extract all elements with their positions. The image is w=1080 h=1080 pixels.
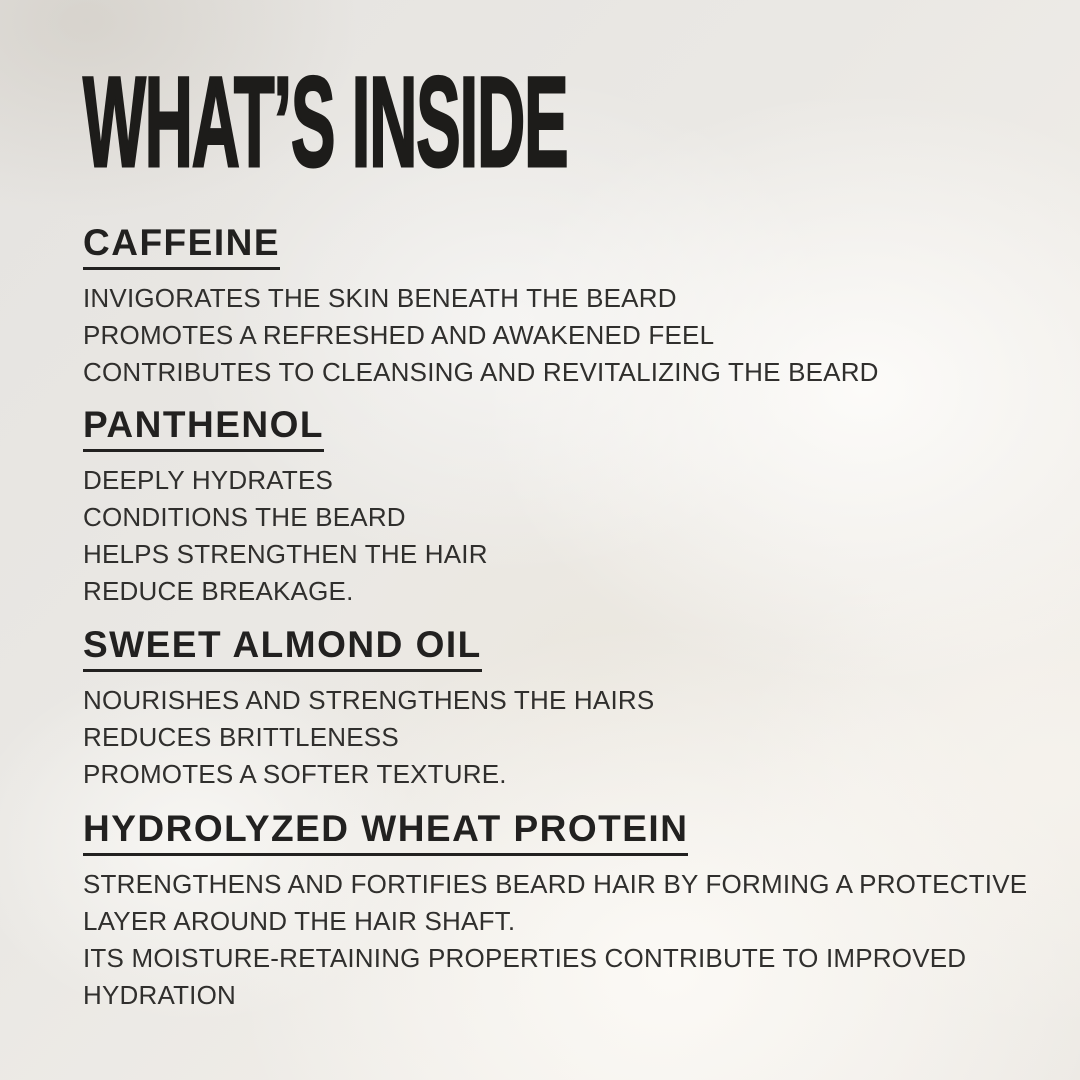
ingredient-heading	[83, 224, 1040, 270]
ingredient-benefit-line: NOURISHES AND STRENGTHENS THE HAIRS	[83, 685, 655, 715]
page-title	[83, 51, 1015, 194]
page-title-text: WHAT’S INSIDE	[83, 51, 568, 194]
ingredient-benefit-line: DEEPLY HYDRATES	[83, 465, 334, 495]
ingredient-heading-text: CAFFEINE	[83, 224, 280, 270]
ingredient-heading	[83, 810, 1040, 856]
ingredient-section-hydrolyzed-wheat-protein	[83, 810, 1040, 1014]
ingredient-benefit-line: PROMOTES A SOFTER TEXTURE.	[83, 759, 507, 789]
ingredient-benefit-line: CONDITIONS THE BEARD	[83, 502, 406, 532]
ingredient-heading-text: SWEET ALMOND OIL	[83, 626, 482, 672]
ingredient-benefit-line: INVIGORATES THE SKIN BENEATH THE BEARD	[83, 283, 677, 313]
ingredient-benefit-line: ITS MOISTURE-RETAINING PROPERTIES CONTRIBUTE TO IMPROVED	[83, 943, 967, 973]
ingredient-heading-text: PANTHENOL	[83, 406, 324, 452]
ingredient-benefit-line: STRENGTHENS AND FORTIFIES BEARD HAIR BY FORMING A PROTECTIVE	[83, 869, 1028, 899]
ingredient-heading	[83, 626, 1040, 672]
ingredient-benefit-line: REDUCES BRITTLENESS	[83, 722, 399, 752]
ingredient-benefit-line: LAYER AROUND THE HAIR SHAFT.	[83, 906, 516, 936]
ingredient-benefit-line: PROMOTES A REFRESHED AND AWAKENED FEEL	[83, 320, 715, 350]
ingredient-heading-text: HYDROLYZED WHEAT PROTEIN	[83, 810, 688, 856]
ingredient-benefit-line: HELPS STRENGTHEN THE HAIR	[83, 539, 488, 569]
ingredient-benefit-line: REDUCE BREAKAGE.	[83, 576, 354, 606]
ingredient-benefit-line: CONTRIBUTES TO CLEANSING AND REVITALIZING THE BEARD	[83, 357, 879, 387]
ingredient-section-caffeine	[83, 224, 1040, 391]
ingredient-section-sweet-almond-oil	[83, 626, 1040, 793]
ingredient-benefit-line: HYDRATION	[83, 980, 236, 1010]
ingredient-section-panthenol	[83, 406, 1040, 610]
ingredient-heading	[83, 406, 1040, 452]
